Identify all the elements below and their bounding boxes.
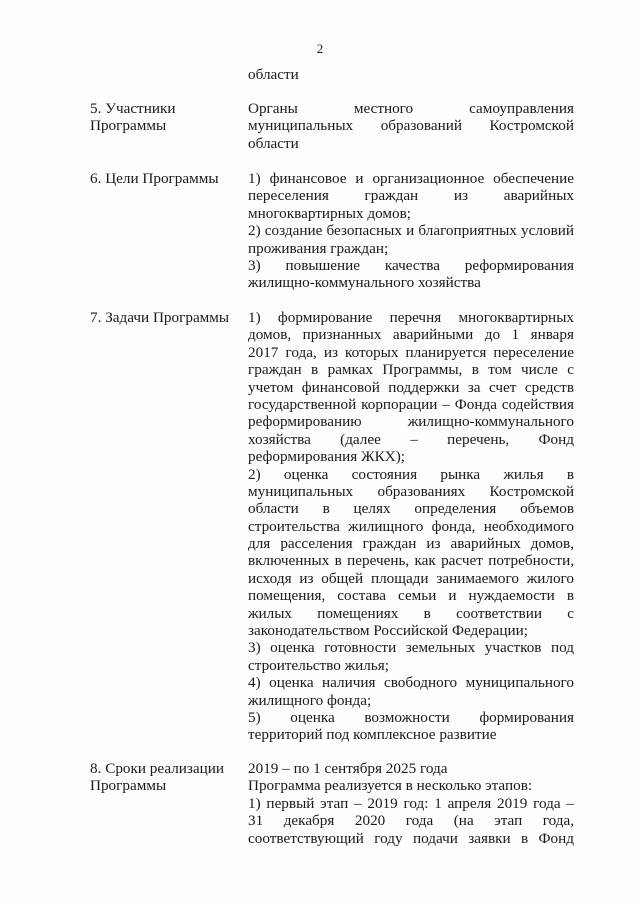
page-number: 2 (316, 41, 324, 56)
continuation-content (248, 66, 574, 83)
text-line: помещения, состава семьи и нуждаемости в (248, 587, 574, 605)
row-label-line: Программы (90, 117, 167, 135)
text-line: многоквартирных домов; (248, 204, 411, 222)
text-line: домов, признанных аварийными до 1 января (248, 326, 574, 344)
text-line: государственной корпорации – Фонда содействия (248, 395, 574, 413)
text-line: 3) повышение качества реформирования (248, 256, 574, 274)
text-line: хозяйства (далее – перечень, Фонд (248, 430, 574, 448)
text-line: строительство жилья; (248, 656, 389, 674)
text-line: для расселения граждан из аварийных домов, (248, 535, 574, 553)
text-line: жилищного фонда; (248, 691, 372, 709)
row-label (90, 170, 240, 187)
text-line: Программа реализуется в несколько этапов: (248, 777, 533, 795)
text-line: исходя из общей площади занимаемого жилого (248, 569, 574, 587)
text-line: 3) оценка готовности земельных участков под (248, 639, 574, 657)
text-line: 1) первый этап – 2019 год: 1 апреля 2019 года – (248, 794, 574, 812)
text-line: переселения граждан из аварийных (248, 187, 574, 205)
text-line: 31 декабря 2020 года (на этап года, (248, 812, 574, 830)
text-line: области (248, 134, 299, 152)
text-line: реформированию жилищно-коммунального (248, 413, 574, 431)
text-line: муниципальных образованиях Костромской (248, 482, 574, 500)
text-line: области (248, 66, 299, 83)
text-line: Органы местного самоуправления (248, 100, 574, 117)
row-content (248, 309, 574, 744)
text-line: 2) создание безопасных и благоприятных условий (248, 222, 574, 240)
text-line: строительства жилищного фонда, необходимого (248, 517, 574, 535)
text-line: реформирования ЖКХ); (248, 448, 405, 466)
row-content (248, 170, 574, 292)
text-line: жилых помещениях в соответствии с (248, 604, 574, 622)
text-line: 1) формирование перечня многоквартирных (248, 309, 574, 326)
row-label-line: 8. Сроки реализации (90, 760, 225, 777)
row-content (248, 100, 574, 152)
text-line: территорий под комплексное развитие (248, 726, 497, 744)
text-line: муниципальных образований Костромской (248, 117, 574, 135)
text-line: учетом финансовой поддержки за счет средств (248, 378, 574, 396)
row-label (90, 100, 240, 135)
row-label-line: 7. Задачи Программы (90, 309, 230, 326)
text-line: 2017 года, из которых планируется переселение (248, 343, 574, 361)
row-label-line: Программы (90, 777, 167, 795)
row-label (90, 309, 240, 326)
row-label (90, 760, 240, 795)
text-line: 1) финансовое и организационное обеспечение (248, 170, 574, 187)
text-line: проживания граждан; (248, 239, 389, 257)
row-label-line: 5. Участники (90, 100, 176, 117)
text-line: 5) оценка возможности формирования (248, 708, 574, 726)
text-line: законодательством Российской Федерации; (248, 622, 528, 640)
text-line: жилищно-коммунального хозяйства (248, 274, 481, 292)
text-line: граждан в рамках Программы, в том числе с (248, 361, 574, 379)
text-line: 4) оценка наличия свободного муниципального (248, 674, 574, 692)
text-line: включенных в перечень, как расчет потребности, (248, 552, 574, 570)
text-line: 2) оценка состояния рынка жилья в (248, 465, 574, 483)
text-line: соответствующий году подачи заявки в Фонд (248, 829, 574, 847)
text-line: области в целях определения объемов (248, 500, 574, 518)
row-label-line: 6. Цели Программы (90, 170, 219, 187)
row-content (248, 760, 574, 847)
text-line: 2019 – по 1 сентября 2025 года (248, 760, 448, 777)
